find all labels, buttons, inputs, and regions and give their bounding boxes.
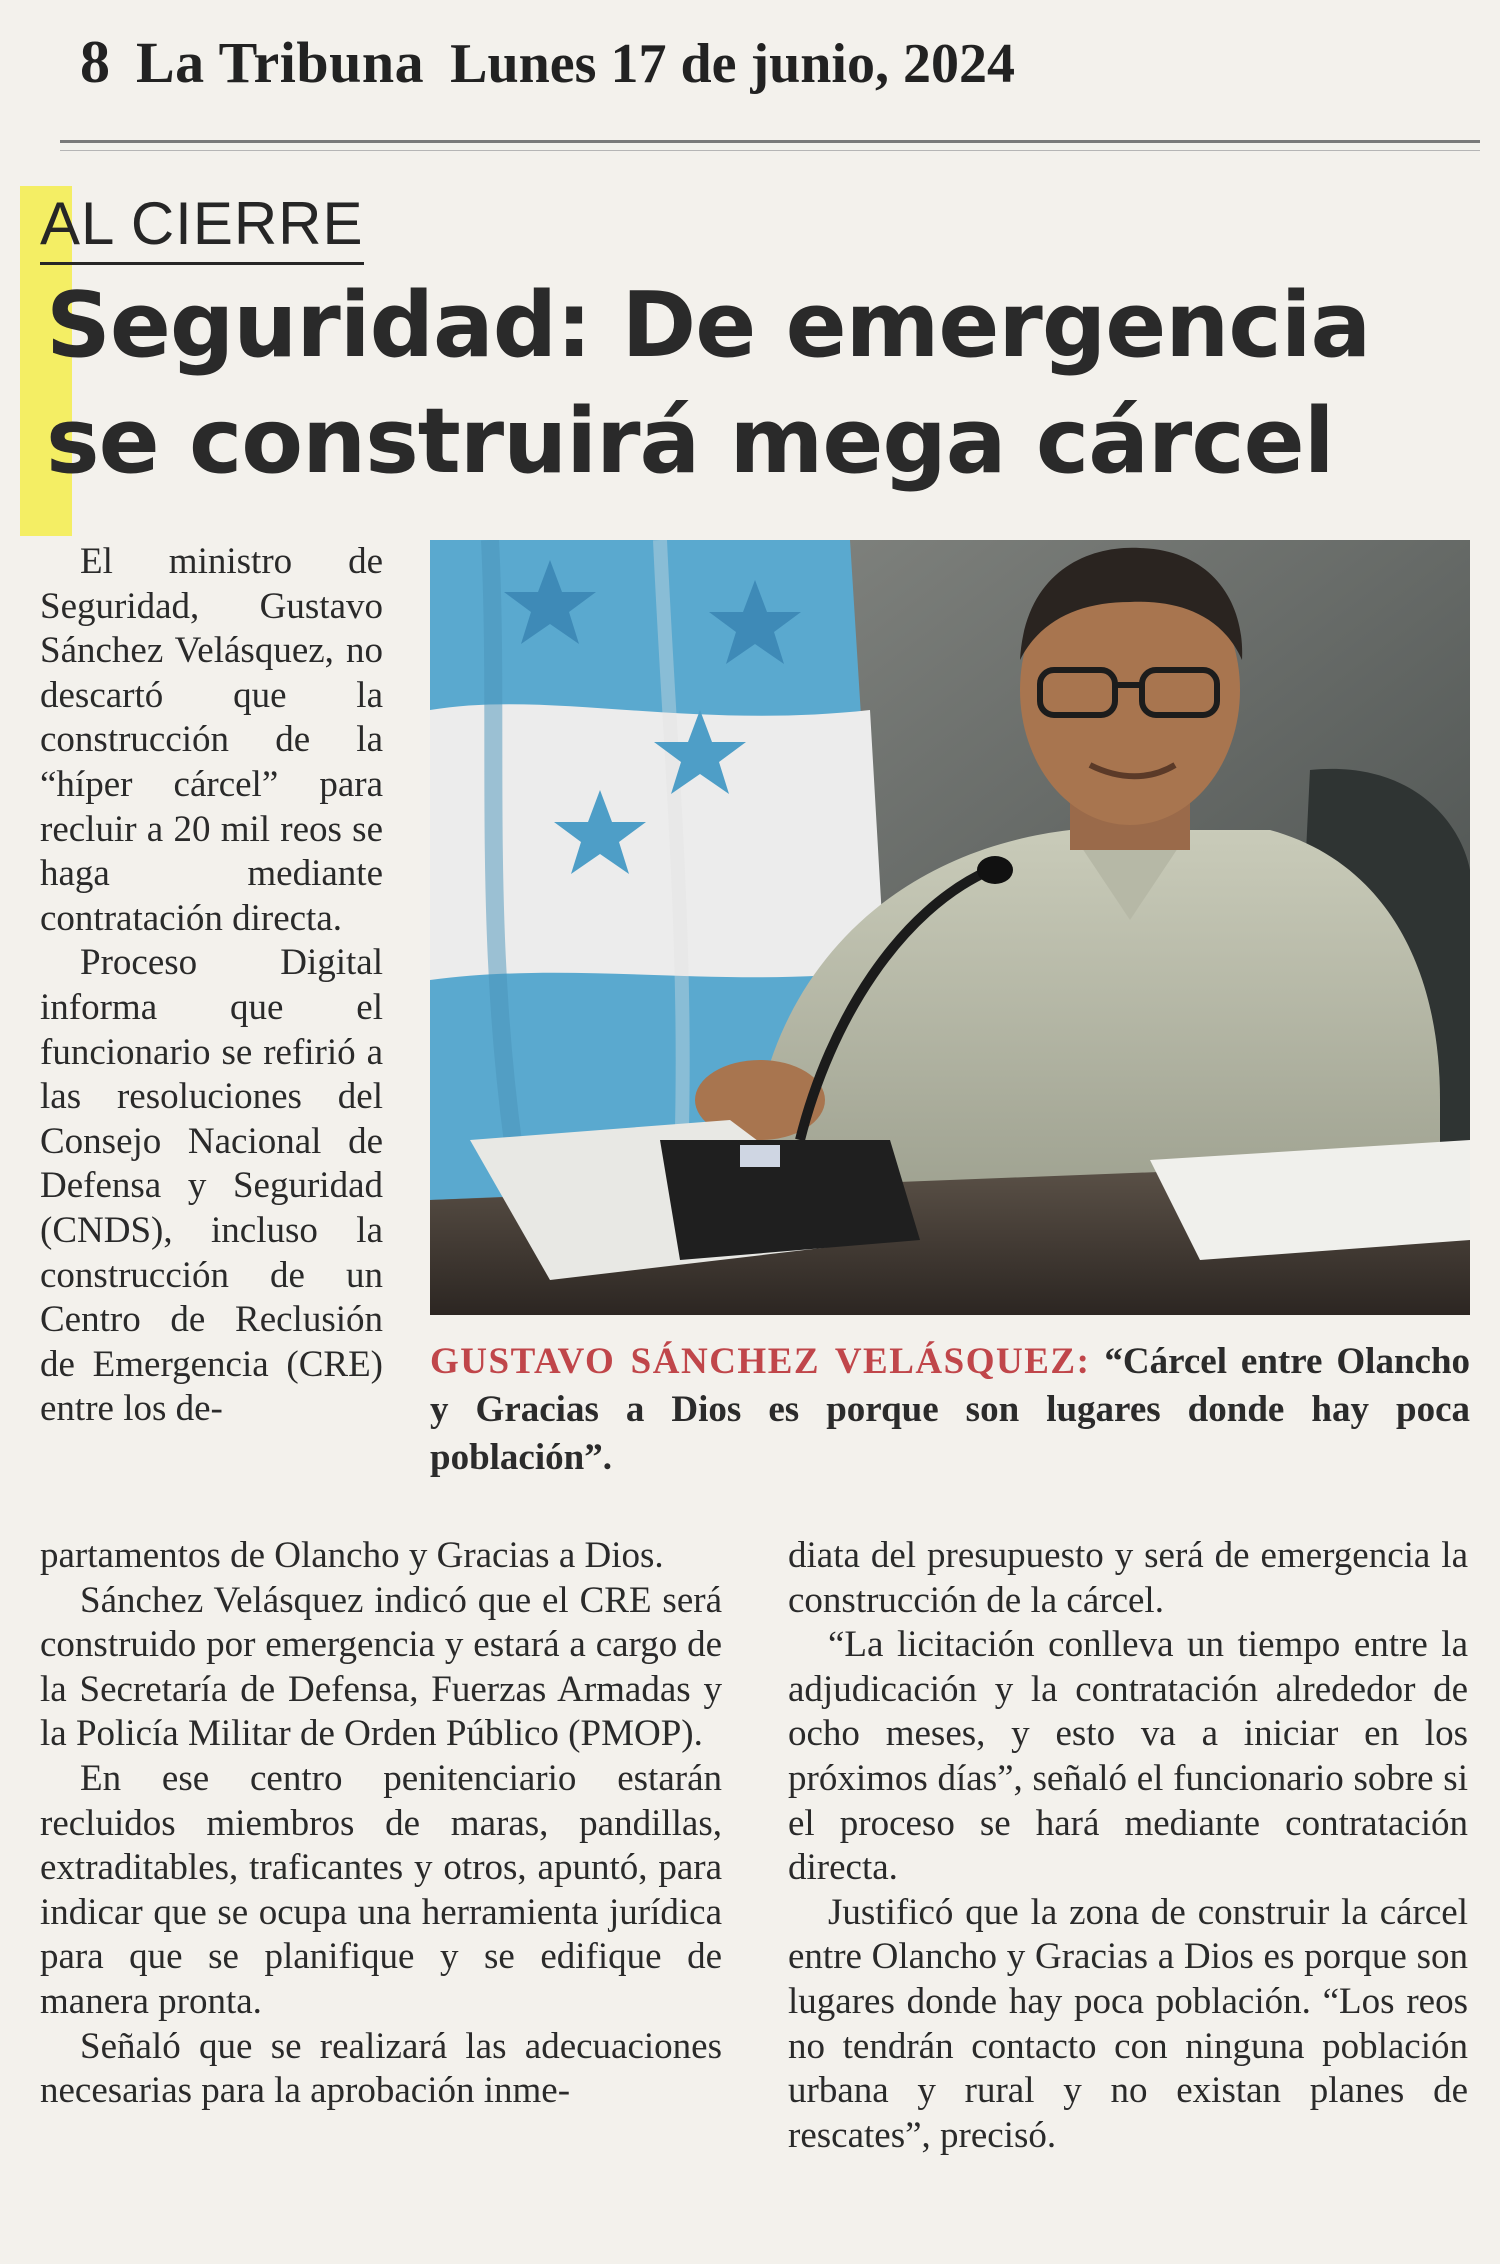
paragraph: “La licitación conlleva un tiempo entre la adjudicación y la contratación alrededor de ocho meses, y esto va a iniciar en los próximos días”, señaló el funcionario sobre si el proceso se hará mediante contratación directa. xyxy=(788,1624,1468,1889)
photo-caption xyxy=(430,1338,1470,1482)
news-photo xyxy=(430,540,1470,1315)
article-column-bottom-right xyxy=(788,1534,1468,2158)
masthead-rule-thin xyxy=(60,150,1480,151)
paragraph: En ese centro penitenciario estarán recluidos miembros de maras, pandillas, extraditables, traficantes y otros, apuntó, para indicar que se ocupa una herramienta jurídica para que se planifique y se edifique de manera pronta. xyxy=(40,1757,722,2022)
paragraph: Señaló que se realizará las adecuaciones necesarias para la aprobación inme- xyxy=(40,2025,722,2112)
article-column-bottom-left xyxy=(40,1534,722,2114)
section-label: AL CIERRE xyxy=(40,186,364,265)
issue-date: Lunes 17 de junio, 2024 xyxy=(450,33,1015,95)
masthead-rule xyxy=(60,140,1480,143)
paragraph: Proceso Digital informa que el funcionario se refirió a las resoluciones del Consejo Nacional de Defensa y Seguridad (CNDS), incluso la construcción de un Centro de Reclusión de Emergencia (CRE) entre los de- xyxy=(40,942,383,1430)
newspaper-name: La Tribuna xyxy=(136,30,425,95)
paragraph: partamentos de Olancho y Gracias a Dios. xyxy=(40,1535,664,1576)
caption-name: GUSTAVO SÁNCHEZ VELÁSQUEZ: xyxy=(430,1341,1091,1382)
page-number: 8 xyxy=(80,29,110,95)
headline-line-1: Seguridad: De emergencia xyxy=(46,273,1371,378)
headline-line-2: se construirá mega cárcel xyxy=(46,389,1334,494)
article-column-left xyxy=(40,540,383,1432)
paragraph: El ministro de Seguridad, Gustavo Sánchez Velásquez, no descartó que la construcción de la “híper cárcel” para recluir a 20 mil reos se haga mediante contratación directa. xyxy=(40,541,383,939)
paragraph: diata del presupuesto y será de emergencia la construcción de la cárcel. xyxy=(788,1535,1468,1621)
caption-quote: “Cárcel entre Olancho y Gracias a Dios es porque son lugares donde hay poca población”. xyxy=(430,1341,1471,1478)
paragraph: Sánchez Velásquez indicó que el CRE será construido por emergencia y estará a cargo de la Secretaría de Defensa, Fuerzas Armadas y la Policía Militar de Orden Público (PMOP). xyxy=(40,1579,722,1755)
headline xyxy=(46,268,1466,500)
paragraph: Justificó que la zona de construir la cárcel entre Olancho y Gracias a Dios es porque son lugares donde hay poca población. “Los reos no tendrán contacto con ninguna población urbana y rural y no existan planes de rescates”, precisó. xyxy=(788,1891,1468,2156)
photo-illustration xyxy=(430,540,1470,1315)
masthead xyxy=(80,28,1480,108)
